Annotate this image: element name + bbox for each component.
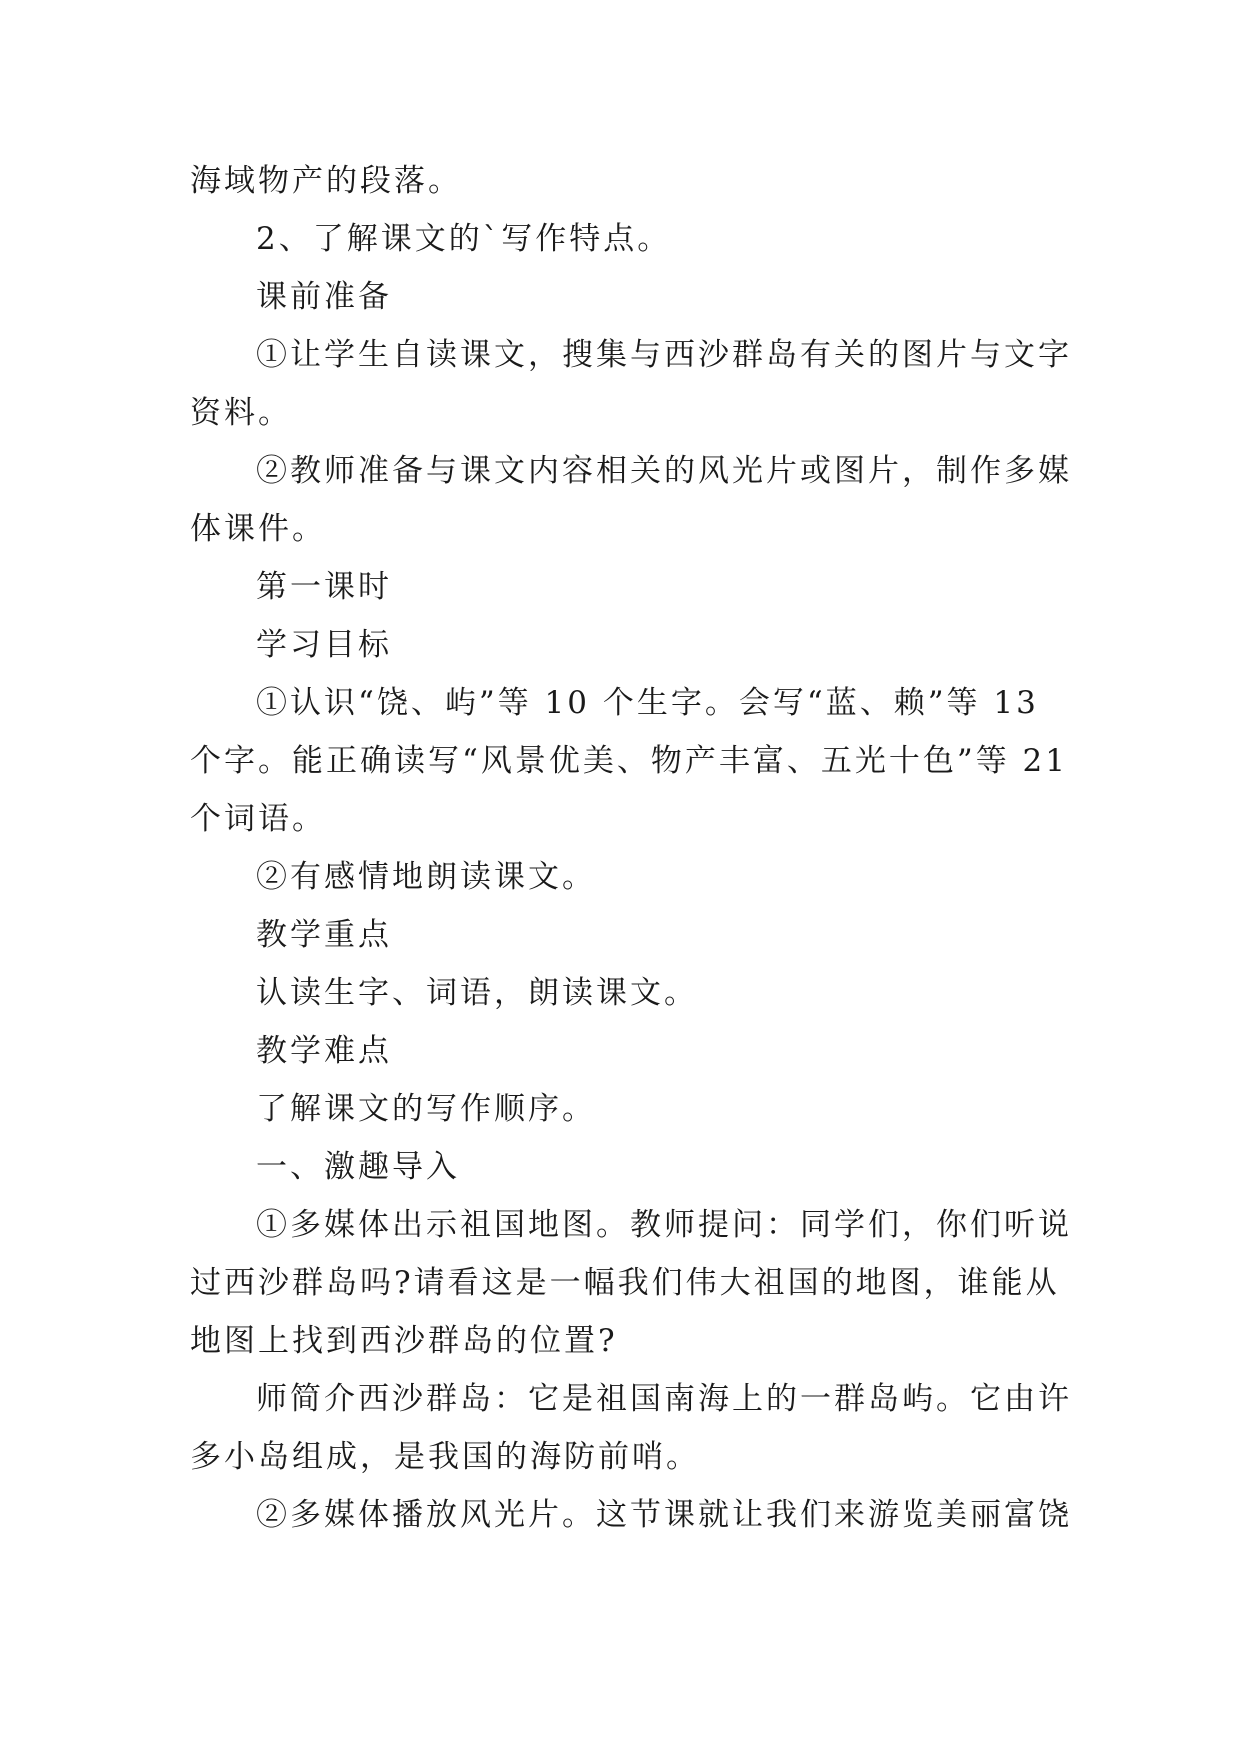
text-line: 资料。 xyxy=(190,395,292,431)
text-line: 地图上找到西沙群岛的位置? xyxy=(190,1323,618,1359)
text-line: ②教师准备与课文内容相关的风光片或图片，制作多媒 xyxy=(256,453,1072,489)
section-heading: 学习目标 xyxy=(256,627,392,663)
text-line: ①认识“饶、屿”等 10 个生字。会写“蓝、赖”等 13 xyxy=(256,685,1039,721)
text-line: 了解课文的写作顺序。 xyxy=(256,1091,596,1127)
text-line: ①多媒体出示祖国地图。教师提问：同学们，你们听说 xyxy=(256,1207,1072,1243)
section-heading: 课前准备 xyxy=(256,279,392,315)
text-line: 2、了解课文的`写作特点。 xyxy=(256,221,672,257)
text-line: 过西沙群岛吗?请看这是一幅我们伟大祖国的地图，谁能从 xyxy=(190,1265,1060,1301)
text-line: 体课件。 xyxy=(190,511,326,547)
section-heading: 一、激趣导入 xyxy=(256,1149,460,1185)
text-line: 认读生字、词语，朗读课文。 xyxy=(256,975,698,1011)
section-heading: 第一课时 xyxy=(256,569,392,605)
section-heading: 教学重点 xyxy=(256,917,392,953)
text-line: 个词语。 xyxy=(190,801,326,837)
text-line: 师简介西沙群岛：它是祖国南海上的一群岛屿。它由许 xyxy=(256,1381,1072,1417)
text-line: 个字。能正确读写“风景优美、物产丰富、五光十色”等 21 xyxy=(190,743,1068,779)
text-line: 多小岛组成，是我国的海防前哨。 xyxy=(190,1439,700,1475)
text-line: ②多媒体播放风光片。这节课就让我们来游览美丽富饶 xyxy=(256,1497,1072,1533)
document-body xyxy=(190,152,1072,1544)
section-heading: 教学难点 xyxy=(256,1033,392,1069)
text-line: 海域物产的段落。 xyxy=(190,163,462,199)
text-line: ②有感情地朗读课文。 xyxy=(256,859,596,895)
text-line: ①让学生自读课文，搜集与西沙群岛有关的图片与文字 xyxy=(256,337,1072,373)
